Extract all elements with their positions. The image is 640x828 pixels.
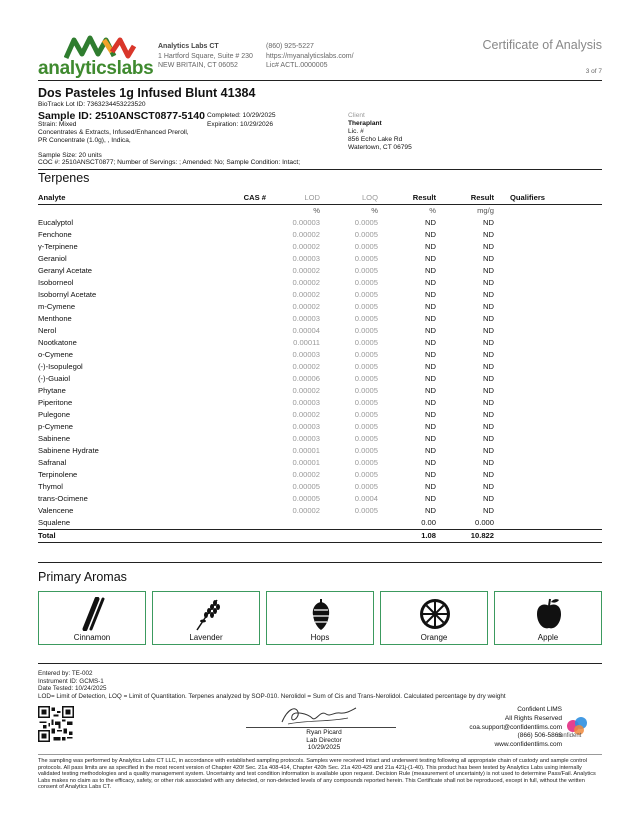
total-label: Total: [38, 530, 224, 543]
lod-note: LOD= Limit of Detection, LOQ = Limit of Quantitation. Terpenes analyzed by SOP-010. Nerolidol = Sum of Cis and Trans-Nerolidol. Calculated percentage by dry weight: [38, 693, 506, 701]
analyte-cell: Safranal: [38, 458, 67, 467]
result-cell: ND: [425, 218, 436, 227]
strain: Strain: Mixed: [38, 121, 77, 128]
result-cell: ND: [425, 446, 436, 455]
loq-cell: 0.0005: [354, 290, 378, 299]
result-cell: ND: [425, 386, 436, 395]
qualifier-cell: [494, 481, 602, 493]
analyte-cell: γ-Terpinene: [38, 242, 78, 251]
cas-cell: [224, 505, 266, 517]
analyte-cell: p-Cymene: [38, 422, 74, 431]
client-license: Lic. #: [348, 128, 364, 135]
result-mg-cell: ND: [483, 338, 494, 347]
lod-cell: 0.00002: [292, 386, 320, 395]
cas-cell: [224, 481, 266, 493]
lod-cell: 0.00001: [292, 458, 320, 467]
cas-cell: [224, 241, 266, 253]
instrument-id: Instrument ID: GCMS-1: [38, 677, 104, 685]
table-row: [38, 385, 602, 397]
table-row: [38, 445, 602, 457]
qualifier-cell: [494, 277, 602, 289]
table-header-row: [38, 192, 602, 205]
analyte-cell: Sabinene Hydrate: [38, 446, 99, 455]
analyte-cell: Phytane: [38, 386, 66, 395]
disclaimer: The sampling was performed by Analytics Labs CT LLC, in accordance with established sampling protocols. Samples were received intact and underwent testing following all appropriate chain of custody and sample control protocols. All pass limits are as specified in the most recent version of Chapter 420f Sec. 21a 408-414, Chapter 420h Sec. 21a 420-429 and 21a 421j-(1-40). This product has been tested by Analytics Labs using internally validated testing methodologies and a quality management system. Uncertainty and test condition information is available upon request. Decision Rule (measurement of uncertainty) is not used to determine Pass/Fail. Analytics Labs makes no claim as to the efficacy, safety, or other risk associated with any detected, or non-detected levels of any compounds reported herein. This Certificate shall not be reproduced, except in full, without the written consent of Analytics Labs CT.: [38, 758, 596, 791]
result-cell: ND: [425, 230, 436, 239]
cas-cell: [224, 277, 266, 289]
client-label: Client: [348, 112, 365, 119]
entered-by: Entered by: TE-002: [38, 670, 93, 677]
aroma-label: Cinnamon: [73, 633, 111, 642]
address-line2: NEW BRITAIN, CT 06052: [158, 62, 238, 69]
loq-cell: 0.0005: [354, 242, 378, 251]
result-mg-cell: ND: [483, 290, 494, 299]
lod-cell: 0.00005: [292, 482, 320, 491]
lod-cell: 0.00002: [292, 302, 320, 311]
lod-cell: 0.00006: [292, 374, 320, 383]
cas-cell: [224, 457, 266, 469]
table-row: [38, 517, 602, 530]
analyte-cell: Isoborneol: [38, 278, 74, 287]
license: Lic# ACTL.0000005: [266, 62, 328, 69]
logo-wordmark: analyticslabs: [38, 58, 154, 79]
result-cell: ND: [425, 470, 436, 479]
qualifier-cell: [494, 373, 602, 385]
qualifier-cell: [494, 325, 602, 337]
table-row: [38, 349, 602, 361]
total-row: [38, 530, 602, 543]
lod-cell: 0.00002: [292, 266, 320, 275]
result-mg-cell: ND: [483, 242, 494, 251]
cas-cell: [224, 385, 266, 397]
table-row: [38, 373, 602, 385]
confident-name: Confident LIMS: [517, 706, 562, 713]
loq-cell: 0.0005: [354, 398, 378, 407]
terpenes-table: [38, 192, 602, 543]
cas-cell: [224, 253, 266, 265]
analyte-cell: Geranyl Acetate: [38, 266, 93, 275]
client-block: [348, 112, 412, 152]
table-row: [38, 241, 602, 253]
result-cell: ND: [425, 350, 436, 359]
confident-lims-block: [469, 706, 562, 750]
col-cas: CAS #: [224, 192, 266, 205]
loq-cell: 0.0005: [354, 218, 378, 227]
company-name: Analytics Labs CT: [158, 43, 219, 50]
divider: [38, 663, 602, 664]
cas-cell: [224, 229, 266, 241]
result-cell: ND: [425, 494, 436, 503]
col-qualifiers: Qualifiers: [494, 192, 602, 205]
result-mg-cell: ND: [483, 470, 494, 479]
col-analyte: Analyte: [38, 192, 224, 205]
aroma-card-orange: [380, 591, 488, 645]
divider: [38, 169, 602, 170]
qualifier-cell: [494, 289, 602, 301]
signed-date: 10/29/2025: [307, 744, 341, 751]
loq-cell: 0.0005: [354, 386, 378, 395]
result-mg-cell: ND: [483, 218, 494, 227]
cas-cell: [224, 313, 266, 325]
orange-icon: [415, 597, 455, 631]
qualifier-cell: [494, 469, 602, 481]
signature-line: [246, 727, 396, 728]
phone: (860) 925-5227: [266, 43, 314, 50]
qualifier-cell: [494, 433, 602, 445]
lod-cell: 0.00002: [292, 362, 320, 371]
loq-cell: 0.0005: [354, 326, 378, 335]
qualifier-cell: [494, 253, 602, 265]
biotrack-lot: BioTrack Lot ID: 7363234453223520: [38, 101, 146, 108]
analyte-cell: o-Cymene: [38, 350, 74, 359]
result-cell: ND: [425, 266, 436, 275]
loq-cell: 0.0005: [354, 434, 378, 443]
table-row: [38, 361, 602, 373]
qualifier-cell: [494, 349, 602, 361]
confident-site[interactable]: www.confidentlims.com: [494, 741, 562, 749]
hops-icon: [301, 597, 341, 631]
analyte-cell: m-Cymene: [38, 302, 76, 311]
sample-id: Sample ID: 2510ANSCT0877-5140: [38, 110, 205, 122]
signature-icon: [278, 704, 358, 728]
table-row: [38, 493, 602, 505]
analyticslabs-logo: [38, 34, 158, 80]
unit-mg: mg/g: [477, 206, 494, 215]
qualifier-cell: [494, 421, 602, 433]
cas-cell: [224, 409, 266, 421]
qualifier-cell: [494, 337, 602, 349]
analyte-cell: Geraniol: [38, 254, 67, 263]
qualifier-cell: [494, 397, 602, 409]
lod-cell: 0.00003: [292, 218, 320, 227]
result-mg-cell: ND: [483, 482, 494, 491]
unit-lod: %: [313, 206, 320, 215]
loq-cell: 0.0005: [354, 410, 378, 419]
table-row: [38, 265, 602, 277]
cas-cell: [224, 325, 266, 337]
result-mg-cell: ND: [483, 302, 494, 311]
qualifier-cell: [494, 217, 602, 229]
qualifier-cell: [494, 457, 602, 469]
confident-email[interactable]: coa.support@confidentlims.com: [469, 723, 562, 731]
col-lod: LOD: [266, 192, 320, 205]
loq-cell: [320, 517, 378, 530]
table-row: [38, 313, 602, 325]
result-mg-cell: ND: [483, 458, 494, 467]
lod-cell: 0.00002: [292, 290, 320, 299]
lab-contact-block: [266, 42, 354, 71]
aromas-section-title: Primary Aromas: [38, 570, 127, 584]
analyte-cell: (-)-Guaiol: [38, 374, 71, 383]
result-mg-cell: ND: [483, 422, 494, 431]
apple-icon: [529, 597, 569, 631]
analyte-cell: Terpinolene: [38, 470, 78, 479]
total-mg: 10.822: [436, 530, 494, 543]
analyte-cell: Fenchone: [38, 230, 72, 239]
analyte-cell: Nerol: [38, 326, 57, 335]
analyte-cell: Thymol: [38, 482, 63, 491]
result-mg-cell: ND: [483, 398, 494, 407]
aroma-card-apple: [494, 591, 602, 645]
doc-title: Certificate of Analysis: [482, 38, 602, 52]
aroma-label: Lavender: [189, 633, 223, 642]
lod-cell: 0.00003: [292, 422, 320, 431]
divider: [38, 562, 602, 563]
result-mg-cell: ND: [483, 326, 494, 335]
analyte-cell: Squalene: [38, 518, 71, 527]
qualifier-cell: [494, 229, 602, 241]
qualifier-cell: [494, 409, 602, 421]
cas-cell: [224, 337, 266, 349]
result-cell: ND: [425, 314, 436, 323]
table-row: [38, 481, 602, 493]
qualifier-cell: [494, 265, 602, 277]
qualifier-cell: [494, 385, 602, 397]
result-cell: ND: [425, 302, 436, 311]
result-cell: ND: [425, 242, 436, 251]
lod-cell: 0.00002: [292, 506, 320, 515]
table-row: [38, 457, 602, 469]
result-mg-cell: ND: [483, 434, 494, 443]
lod-cell: 0.00003: [292, 314, 320, 323]
signer-title: Lab Director: [306, 736, 342, 744]
qualifier-cell: [494, 313, 602, 325]
lod-cell: 0.00002: [292, 278, 320, 287]
date-tested: Date Tested: 10/24/2025: [38, 685, 107, 693]
unit-result: %: [429, 206, 436, 215]
table-row: [38, 325, 602, 337]
result-cell: ND: [425, 482, 436, 491]
aroma-label: Orange: [420, 633, 448, 642]
table-row: [38, 337, 602, 349]
cas-cell: [224, 217, 266, 229]
completed-date: Completed: 10/29/2025: [207, 112, 276, 119]
loq-cell: 0.0005: [354, 266, 378, 275]
cas-cell: [224, 469, 266, 481]
result-cell: 0.00: [421, 518, 436, 527]
cas-cell: [224, 397, 266, 409]
lod-cell: 0.00003: [292, 350, 320, 359]
table-row: [38, 469, 602, 481]
result-mg-cell: ND: [483, 314, 494, 323]
loq-cell: 0.0005: [354, 314, 378, 323]
result-mg-cell: ND: [483, 266, 494, 275]
table-row: [38, 301, 602, 313]
lod-cell: 0.00002: [292, 242, 320, 251]
lod-cell: 0.00003: [292, 254, 320, 263]
product-title: Dos Pasteles 1g Infused Blunt 41384: [38, 86, 256, 100]
result-mg-cell: ND: [483, 362, 494, 371]
loq-cell: 0.0005: [354, 458, 378, 467]
loq-cell: 0.0005: [354, 338, 378, 347]
col-loq: LOQ: [320, 192, 378, 205]
col-result: Result: [378, 192, 436, 205]
expiration-date: Expiration: 10/29/2026: [207, 121, 273, 128]
confident-phone: (866) 506-5866: [517, 732, 562, 740]
loq-cell: 0.0005: [354, 422, 378, 431]
result-mg-cell: ND: [483, 410, 494, 419]
cas-cell: [224, 433, 266, 445]
result-mg-cell: ND: [483, 254, 494, 263]
cas-cell: [224, 265, 266, 277]
category: Concentrates & Extracts, Infused/Enhanced Preroll,: [38, 129, 189, 136]
test-notes: [38, 670, 506, 701]
cas-cell: [224, 517, 266, 530]
category-detail: PR Concentrate (1.0g), , Indica,: [38, 137, 131, 144]
table-row: [38, 289, 602, 301]
page-number: 3 of 7: [585, 68, 602, 75]
sample-size: Sample Size: 20 units: [38, 152, 102, 159]
loq-cell: 0.0005: [354, 470, 378, 479]
client-address2: Watertown, CT 06795: [348, 144, 412, 151]
lab-address-block: [158, 42, 253, 71]
lod-cell: 0.00003: [292, 434, 320, 443]
result-mg-cell: ND: [483, 350, 494, 359]
loq-cell: 0.0004: [354, 494, 378, 503]
analyte-cell: Valencene: [38, 506, 74, 515]
lod-cell: 0.00002: [292, 470, 320, 479]
aroma-card-cinnamon: [38, 591, 146, 645]
table-row: [38, 229, 602, 241]
lod-cell: 0.00011: [293, 338, 320, 347]
analyte-cell: Isobornyl Acetate: [38, 290, 97, 299]
divider: [38, 754, 602, 755]
lod-cell: 0.00002: [292, 410, 320, 419]
client-address1: 856 Echo Lake Rd: [348, 136, 403, 143]
result-cell: ND: [425, 374, 436, 383]
analyte-cell: (-)-Isopulegol: [38, 362, 83, 371]
cas-cell: [224, 301, 266, 313]
result-cell: ND: [425, 410, 436, 419]
result-cell: ND: [425, 422, 436, 431]
result-cell: ND: [425, 338, 436, 347]
cas-cell: [224, 373, 266, 385]
qualifier-cell: [494, 241, 602, 253]
aroma-card-lavender: [152, 591, 260, 645]
aroma-card-hops: [266, 591, 374, 645]
lod-cell: 0.00001: [292, 446, 320, 455]
loq-cell: 0.0005: [354, 254, 378, 263]
table-row: [38, 277, 602, 289]
logo-mark-icon: [64, 34, 144, 60]
analyte-cell: Piperitone: [38, 398, 73, 407]
loq-cell: 0.0005: [354, 374, 378, 383]
result-mg-cell: ND: [483, 374, 494, 383]
unit-loq: %: [371, 206, 378, 215]
lavender-icon: [187, 597, 227, 631]
table-row: [38, 397, 602, 409]
result-cell: ND: [425, 506, 436, 515]
qualifier-cell: [494, 301, 602, 313]
result-mg-cell: ND: [483, 506, 494, 515]
result-cell: ND: [425, 290, 436, 299]
result-cell: ND: [425, 458, 436, 467]
qr-code-icon[interactable]: [38, 706, 74, 742]
result-cell: ND: [425, 326, 436, 335]
signer-name: Ryan Picard: [306, 729, 342, 736]
lod-cell: 0.00002: [292, 230, 320, 239]
analyte-cell: Menthone: [38, 314, 72, 323]
lod-cell: 0.00004: [292, 326, 320, 335]
loq-cell: 0.0005: [354, 278, 378, 287]
cas-cell: [224, 349, 266, 361]
loq-cell: 0.0005: [354, 302, 378, 311]
table-row: [38, 421, 602, 433]
result-cell: ND: [425, 362, 436, 371]
units-row: [38, 205, 602, 218]
table-row: [38, 409, 602, 421]
result-mg-cell: ND: [483, 494, 494, 503]
result-mg-cell: ND: [483, 446, 494, 455]
qualifier-cell: [494, 517, 602, 530]
qualifier-cell: [494, 361, 602, 373]
total-result: 1.08: [378, 530, 436, 543]
analyte-cell: trans-Ocimene: [38, 494, 88, 503]
col-result-mg: Result: [436, 192, 494, 205]
table-row: [38, 433, 602, 445]
signer-block: [279, 729, 369, 752]
result-cell: ND: [425, 434, 436, 443]
website-link[interactable]: https://myanalyticslabs.com/: [266, 52, 354, 60]
aroma-label: Hops: [310, 633, 330, 642]
lod-cell: [266, 517, 320, 530]
client-name: Theraplant: [348, 120, 382, 127]
loq-cell: 0.0005: [354, 482, 378, 491]
lod-cell: 0.00005: [292, 494, 320, 503]
result-cell: ND: [425, 278, 436, 287]
qualifier-cell: [494, 505, 602, 517]
qualifier-cell: [494, 493, 602, 505]
cas-cell: [224, 361, 266, 373]
result-mg-cell: ND: [483, 230, 494, 239]
result-cell: ND: [425, 254, 436, 263]
loq-cell: 0.0005: [354, 506, 378, 515]
result-cell: ND: [425, 398, 436, 407]
qualifier-cell: [494, 445, 602, 457]
loq-cell: 0.0005: [354, 350, 378, 359]
coc-info: COC #: 2510ANSCT0877; Number of Servings: ; Amended: No; Sample Condition: Intact;: [38, 159, 301, 166]
loq-cell: 0.0005: [354, 230, 378, 239]
divider: [38, 80, 602, 81]
cas-cell: [224, 289, 266, 301]
loq-cell: 0.0005: [354, 362, 378, 371]
aroma-label: Apple: [537, 633, 559, 642]
cas-cell: [224, 493, 266, 505]
analyte-cell: Eucalyptol: [38, 218, 74, 227]
cinnamon-icon: [73, 597, 113, 631]
result-mg-cell: ND: [483, 386, 494, 395]
table-row: [38, 253, 602, 265]
terpenes-section-title: Terpenes: [38, 171, 90, 185]
confident-wordmark: confident: [557, 733, 582, 739]
analyte-cell: Nootkatone: [38, 338, 77, 347]
result-mg-cell: 0.000: [474, 518, 494, 527]
loq-cell: 0.0005: [354, 446, 378, 455]
analyte-cell: Pulegone: [38, 410, 71, 419]
table-row: [38, 217, 602, 229]
result-mg-cell: ND: [483, 278, 494, 287]
address-line1: 1 Hartford Square, Suite # 230: [158, 52, 253, 60]
confident-rights: All Rights Reserved: [504, 714, 562, 722]
cas-cell: [224, 445, 266, 457]
analyte-cell: Sabinene: [38, 434, 71, 443]
table-row: [38, 505, 602, 517]
cas-cell: [224, 421, 266, 433]
lod-cell: 0.00003: [292, 398, 320, 407]
